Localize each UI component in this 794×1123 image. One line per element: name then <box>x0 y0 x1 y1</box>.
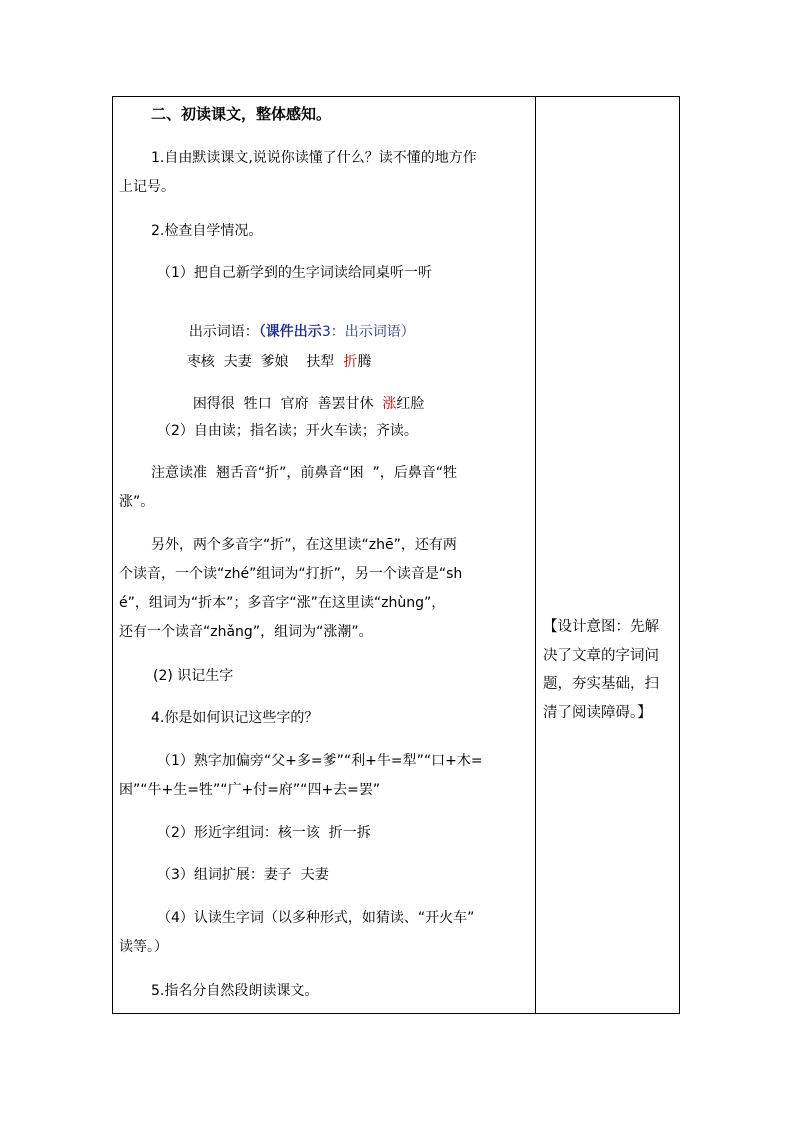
note-line: 清了阅读障碍。】 <box>543 704 652 721</box>
text-line: 2.检查自学情况。 <box>151 223 263 239</box>
text-line: （3）组词扩展：妻子 夫妻 <box>157 867 329 883</box>
text-line: 1.自由默读课文,说说你读懂了什么？读不懂的地方作 <box>151 150 477 166</box>
text-line: 4.你是如何识记这些字的？ <box>151 710 319 726</box>
text-line: 困”“牛+生=牲”“广+付=府”“四+去=罢” <box>119 782 381 798</box>
courseware-label: （课件出示 <box>258 324 322 340</box>
text-line: 另外，两个多音字“折”，在这里读“zhē”，还有两 <box>151 537 457 553</box>
design-intent-note <box>543 613 675 727</box>
highlighted-char: 折 <box>343 354 358 370</box>
note-line: 【设计意图：先解 <box>543 619 659 635</box>
lesson-table <box>112 96 680 1014</box>
text-line: （2）自由读；指名读；开火车读；齐读。 <box>157 423 418 439</box>
text-line: 个读音，一个读“zhé”组词为“打折”，另一个读音是“sh <box>119 566 463 582</box>
text-line: 上记号。 <box>119 179 175 195</box>
text-line: (2) 识记生字 <box>153 668 234 684</box>
text-line: 注意读准 翘舌音“折”，前鼻音“困 ”，后鼻音“牲 <box>151 465 458 481</box>
text-line: é”，组词为“折本”；多音字“涨”在这里读“zhùng”， <box>119 595 446 611</box>
vocab-word-rest: 腾 <box>357 354 372 370</box>
text-line: 涨”。 <box>119 494 155 510</box>
note-line: 题，夯实基础，扫 <box>543 676 659 692</box>
vocab-prompt-label: 出示词语： <box>188 324 259 340</box>
text-line: （1）熟字加偏旁“父+多=爹”“利+牛=犁”“口+木= <box>157 753 483 769</box>
text-line: 读等。） <box>119 939 168 955</box>
vocab-words: 枣核 夫妻 爹娘 扶犁 <box>186 354 344 370</box>
vocab-word-rest: 红脸 <box>396 396 425 412</box>
section-title: 二、初读课文，整体感知。 <box>151 105 332 123</box>
highlighted-char: 涨 <box>382 396 397 412</box>
column-divider <box>535 97 536 1013</box>
vocab-words: 困得很 牲口 官府 善罢甘休 <box>192 396 383 412</box>
courseware-detail: 3：出示词语） <box>321 324 415 340</box>
text-line: （4）认读生字词（以多种形式，如猜读、“开火车” <box>157 910 475 926</box>
text-line: （1）把自己新学到的生字词读给同桌听一听 <box>157 265 432 281</box>
text-line: 5.指名分自然段朗读课文。 <box>151 983 319 999</box>
note-line: 决了文章的字词问 <box>543 647 659 664</box>
text-line: 还有一个读音“zhǎng”，组词为“涨潮”。 <box>119 624 373 640</box>
text-line: （2）形近字组词：核一该 折一拆 <box>157 825 371 841</box>
